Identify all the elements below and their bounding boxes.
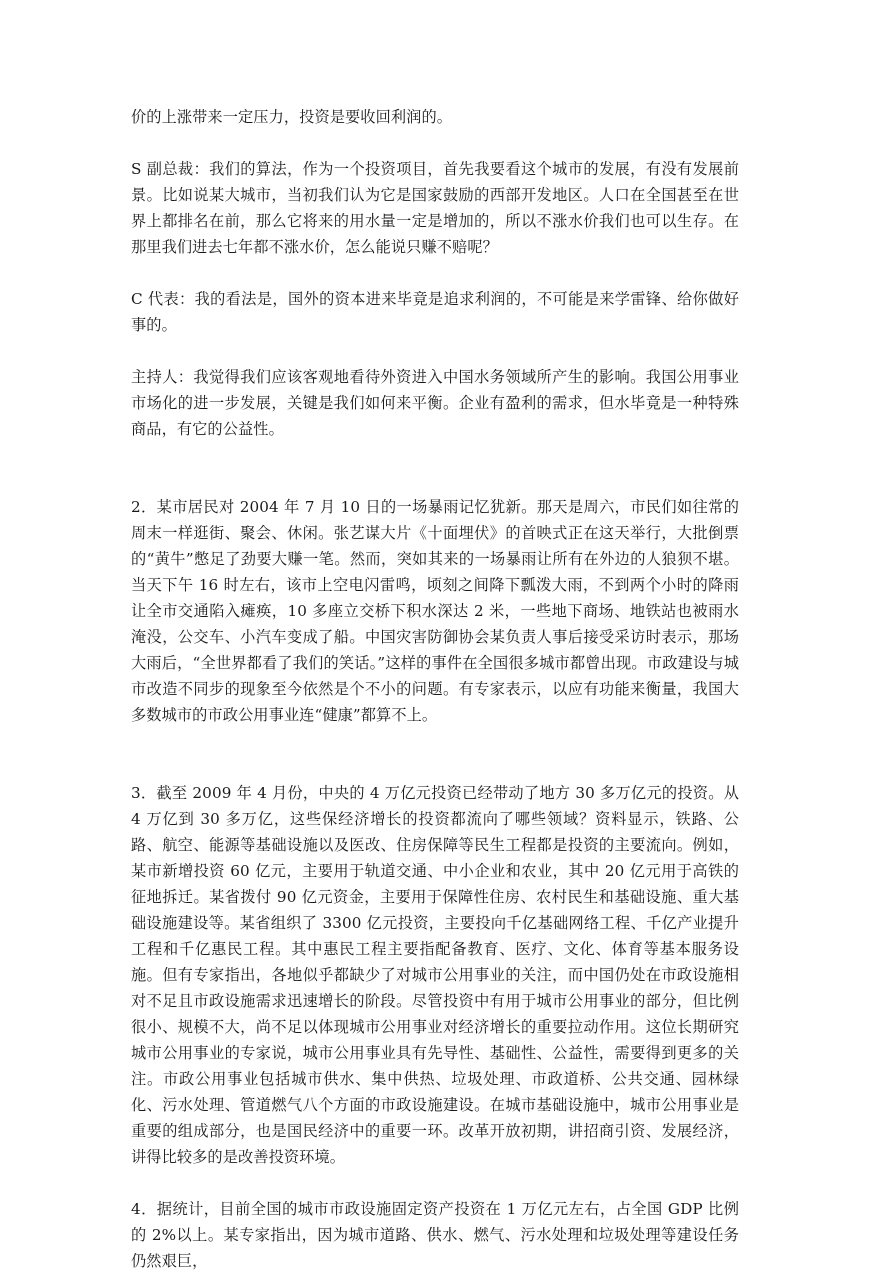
paragraph-spacer — [131, 1170, 739, 1196]
section-spacer — [131, 728, 739, 780]
paragraph-item-2: 2．某市居民对 2004 年 7 月 10 日的一场暴雨记忆犹新。那天是周六，市民们如往常的周末一样逛街、聚会、休闲。张艺谋大片《十面埋伏》的首映式正在这天举行，大批倒票的“黄牛”憋足了劲要大赚一笔。然而，突如其来的一场暴雨让所有在外边的人狼狈不堪。当天下午 16 时左右，该市上空电闪雷鸣，顷刻之间降下瓢泼大雨，不到两个小时的降雨让全市交通陷入瘫痪，10 多座立交桥下积水深达 2 米，一些地下商场、地铁站也被雨水淹没，公交车、小汽车变成了船。中国灾害防御协会某负责人事后接受采访时表示，那场大雨后，“全世界都看了我们的笑话。”这样的事件在全国很多城市都曾出现。市政建设与城市改造不同步的现象至今依然是个不小的问题。有专家表示，以应有功能来衡量，我国大多数城市的市政公用事业连“健康”都算不上。 — [131, 498, 739, 724]
paragraph-continuation: 价的上涨带来一定压力，投资是要收回利润的。 — [131, 108, 453, 126]
paragraph-spacer — [131, 130, 739, 156]
paragraph-representative-statement: C 代表：我的看法是，国外的资本进来毕竟是追求利润的，不可能是来学雷锋、给你做好事的。 — [131, 290, 739, 334]
paragraph-host-statement: 主持人：我觉得我们应该客观地看待外资进入中国水务领域所产生的影响。我国公用事业市场化的进一步发展，关键是我们如何来平衡。企业有盈利的需求，但水毕竟是一种特殊商品，有它的公益性。 — [131, 368, 739, 438]
section-spacer — [131, 442, 739, 494]
paragraph-spacer — [131, 260, 739, 286]
paragraph-spacer — [131, 338, 739, 364]
document-page — [131, 104, 739, 1274]
paragraph-vice-president-statement: S 副总裁：我们的算法，作为一个投资项目，首先我要看这个城市的发展，有没有发展前景。比如说某大城市，当初我们认为它是国家鼓励的西部开发地区。人口在全国甚至在世界上都排名在前，那么它将来的用水量一定是增加的，所以不涨水价我们也可以生存。在那里我们进去七年都不涨水价，怎么能说只赚不赔呢？ — [131, 160, 739, 256]
paragraph-item-3: 3．截至 2009 年 4 月份，中央的 4 万亿元投资已经带动了地方 30 多万亿元的投资。从 4 万亿到 30 多万亿，这些保经济增长的投资都流向了哪些领域？资料显示，铁路、公路、航空、能源等基础设施以及医改、住房保障等民生工程都是投资的主要流向。例如，某市新增投资 60 亿元，主要用于轨道交通、中小企业和农业，其中 20 亿元用于高铁的征地拆迁。某省拨付 90 亿元资金，主要用于保障性住房、农村民生和基础设施、重大基础设施建设等。某省组织了 3300 亿元投资，主要投向千亿基础网络工程、千亿产业提升工程和千亿惠民工程。其中惠民工程主要指配备教育、医疗、文化、体育等基本服务设施。但有专家指出，各地似乎都缺少了对城市公用事业的关注，而中国仍处在市政设施相对不足且市政设施需求迅速增长的阶段。尽管投资中有用于城市公用事业的部分，但比例很小、规模不大，尚不足以体现城市公用事业对经济增长的重要拉动作用。这位长期研究城市公用事业的专家说，城市公用事业具有先导性、基础性、公益性，需要得到更多的关注。市政公用事业包括城市供水、集中供热、垃圾处理、市政道桥、公共交通、园林绿化、污水处理、管道燃气八个方面的市政设施建设。在城市基础设施中，城市公用事业是重要的组成部分，也是国民经济中的重要一环。改革开放初期，讲招商引资、发展经济，讲得比较多的是改善投资环境。 — [131, 784, 739, 1166]
paragraph-item-4: 4．据统计，目前全国的城市市政设施固定资产投资在 1 万亿元左右，占全国 GDP 比例的 2%以上。某专家指出，因为城市道路、供水、燃气、污水处理和垃圾处理等建设任务仍然艰巨， — [131, 1200, 739, 1270]
